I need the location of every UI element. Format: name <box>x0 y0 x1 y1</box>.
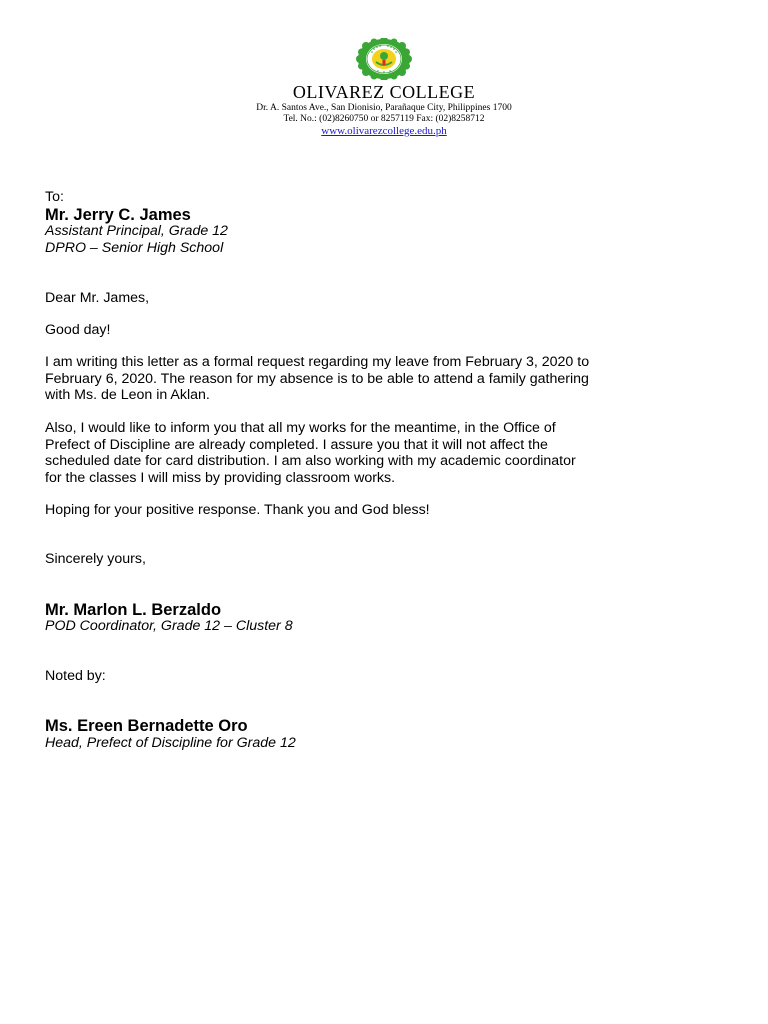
recipient-name: Mr. Jerry C. James <box>45 206 191 224</box>
recipient-department: DPRO – Senior High School <box>45 240 224 256</box>
college-address: Dr. A. Santos Ave., San Dionisio, Parañaque City, Philippines 1700 <box>256 103 512 113</box>
paragraph-line: February 6, 2020. The reason for my absence is to be able to attend a family gathering <box>45 370 589 387</box>
paragraph-line: with Ms. de Leon in Aklan. <box>45 387 210 403</box>
closing-line: Hoping for your positive response. Thank you and God bless! <box>45 502 430 518</box>
complimentary-close: Sincerely yours, <box>45 551 146 567</box>
noted-by-title: Head, Prefect of Discipline for Grade 12 <box>45 735 296 751</box>
sender-name: Mr. Marlon L. Berzaldo <box>45 601 222 619</box>
paragraph-line: Prefect of Discipline are already completed. I assure you that it will not affect the <box>45 436 548 453</box>
noted-by-label: Noted by: <box>45 668 106 684</box>
college-website <box>0 124 768 138</box>
paragraph-line: scheduled date for card distribution. I am also working with my academic coordinator <box>45 453 576 469</box>
paragraph-line: I am writing this letter as a formal request regarding my leave from February 3, 2020 to <box>45 354 590 370</box>
salutation: Dear Mr. James, <box>45 290 150 306</box>
paragraph-line: for the classes I will miss by providing classroom works. <box>45 469 396 486</box>
to-label: To: <box>45 189 64 205</box>
sender-title: POD Coordinator, Grade 12 – Cluster 8 <box>45 618 293 634</box>
paragraph-line: Also, I would like to inform you that all my works for the meantime, in the Office of <box>45 420 556 436</box>
college-seal-logo-icon <box>352 38 416 80</box>
body-paragraph-2 <box>45 420 735 486</box>
noted-by-name: Ms. Ereen Bernadette Oro <box>45 717 248 735</box>
college-contact-numbers: Tel. No.: (02)8260750 or 8257119 Fax: (02)8258712 <box>283 114 485 124</box>
recipient-title: Assistant Principal, Grade 12 <box>45 223 228 239</box>
college-name: OLIVAREZ COLLEGE <box>292 82 476 102</box>
body-paragraph-1 <box>45 354 735 404</box>
college-website-link[interactable]: www.olivarezcollege.edu.ph <box>321 125 447 137</box>
greeting: Good day! <box>45 322 111 338</box>
